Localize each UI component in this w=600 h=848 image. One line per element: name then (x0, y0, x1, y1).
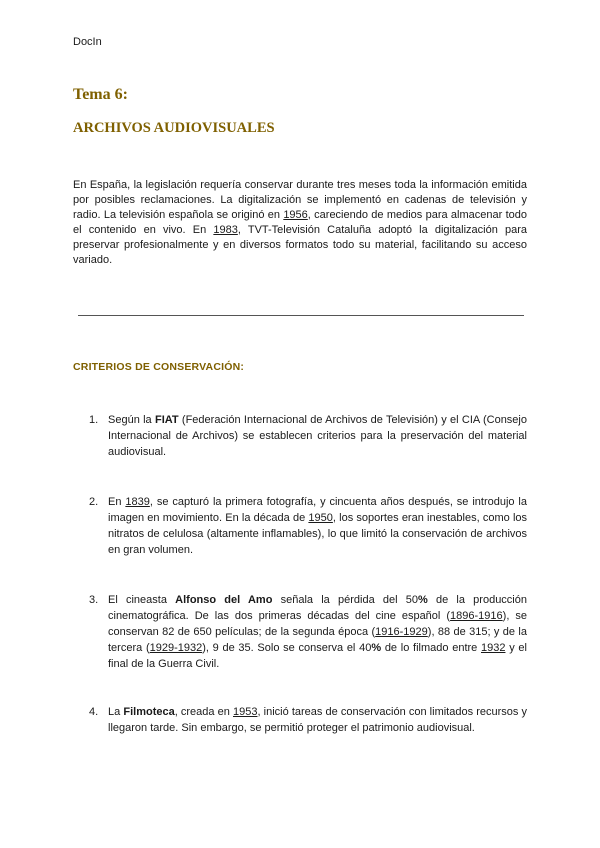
item-underline: 1896-1916 (450, 610, 503, 622)
item-text: de la producción cinematográfica. De las dos primeras décadas del cine español ( (108, 594, 527, 622)
item-bold: % (418, 594, 428, 606)
list-item (89, 592, 527, 672)
topic-heading: Tema 6: (73, 86, 128, 103)
item-underline: 1839 (125, 496, 150, 508)
item-text: Según la (108, 414, 155, 426)
section-heading: CRITERIOS DE CONSERVACIÓN: (73, 361, 245, 373)
item-bold: % (371, 642, 382, 654)
list-number: 4. (89, 706, 99, 718)
intro-paragraph (73, 178, 527, 268)
item-underline: 1953 (233, 706, 258, 718)
item-text: (Federación Internacional de Archivos de Televisión) y el CIA (Consejo Internacional de Archivos) se establecen criterios para la preservación del material audiovisual. (108, 414, 527, 458)
intro-text: En España, la legislación requería conservar durante tres meses toda la información emitida por posibles reclamaciones. La digitalización se implementó en cadenas de televisión y radio. La televisión española se originó en (73, 179, 527, 221)
item-text: , los soportes eran inestables, como los nitratos de celulosa (altamente inflamables), lo que limitó la conservación de archivos en gran volumen. (108, 512, 528, 556)
list-number: 3. (89, 594, 99, 606)
item-bold: Filmoteca (123, 706, 175, 718)
divider (78, 315, 524, 316)
year-link: 1983 (213, 224, 238, 236)
list-item (89, 704, 527, 736)
item-text: La (108, 706, 124, 718)
item-bold: Alfonso del Amo (175, 594, 273, 606)
item-text: En (108, 496, 126, 508)
brand-label: DocIn (73, 36, 102, 48)
item-text: El cineasta (108, 594, 176, 606)
item-underline: 1932 (481, 642, 506, 654)
item-text: , creada en (174, 706, 233, 718)
list-item (89, 412, 527, 460)
item-text: señala la pérdida del 50 (272, 594, 418, 606)
item-underline: 1950 (308, 512, 333, 524)
intro-text: , careciendo de medios para almacenar todo el contenido en vivo. En (73, 209, 528, 236)
list-number: 2. (89, 496, 99, 508)
item-text: , se capturó la primera fotografía, y cincuenta años después, se introdujo la imagen en movimiento. En la década de (108, 496, 527, 524)
intro-text: , TVT-Televisión Cataluña adoptó la digitalización para preservar profesionalmente y en diversos formatos todo su material, facilitando su acceso variado. (73, 224, 527, 266)
list-item (89, 494, 528, 558)
item-text: ), 88 de 315; y de la tercera ( (108, 626, 527, 654)
item-text: y el final de la Guerra Civil. (108, 642, 527, 670)
item-text: , inició tareas de conservación con limitados recursos y llegaron tarde. Sin embargo, se permitió proteger el patrimonio audiovisual. (108, 706, 527, 734)
page-title: ARCHIVOS AUDIOVISUALES (73, 120, 275, 136)
item-underline: 1929-1932 (149, 642, 203, 654)
item-text: ), 9 de 35. Solo se conserva el 40 (202, 642, 372, 654)
year-link: 1956 (283, 209, 308, 221)
item-text: ), se conservan 82 de 650 películas; de la segunda época ( (108, 610, 527, 638)
item-bold: FIAT (154, 414, 179, 426)
item-underline: 1916-1929 (375, 626, 428, 638)
item-text: de lo filmado entre (381, 642, 481, 654)
list-number: 1. (89, 414, 99, 426)
